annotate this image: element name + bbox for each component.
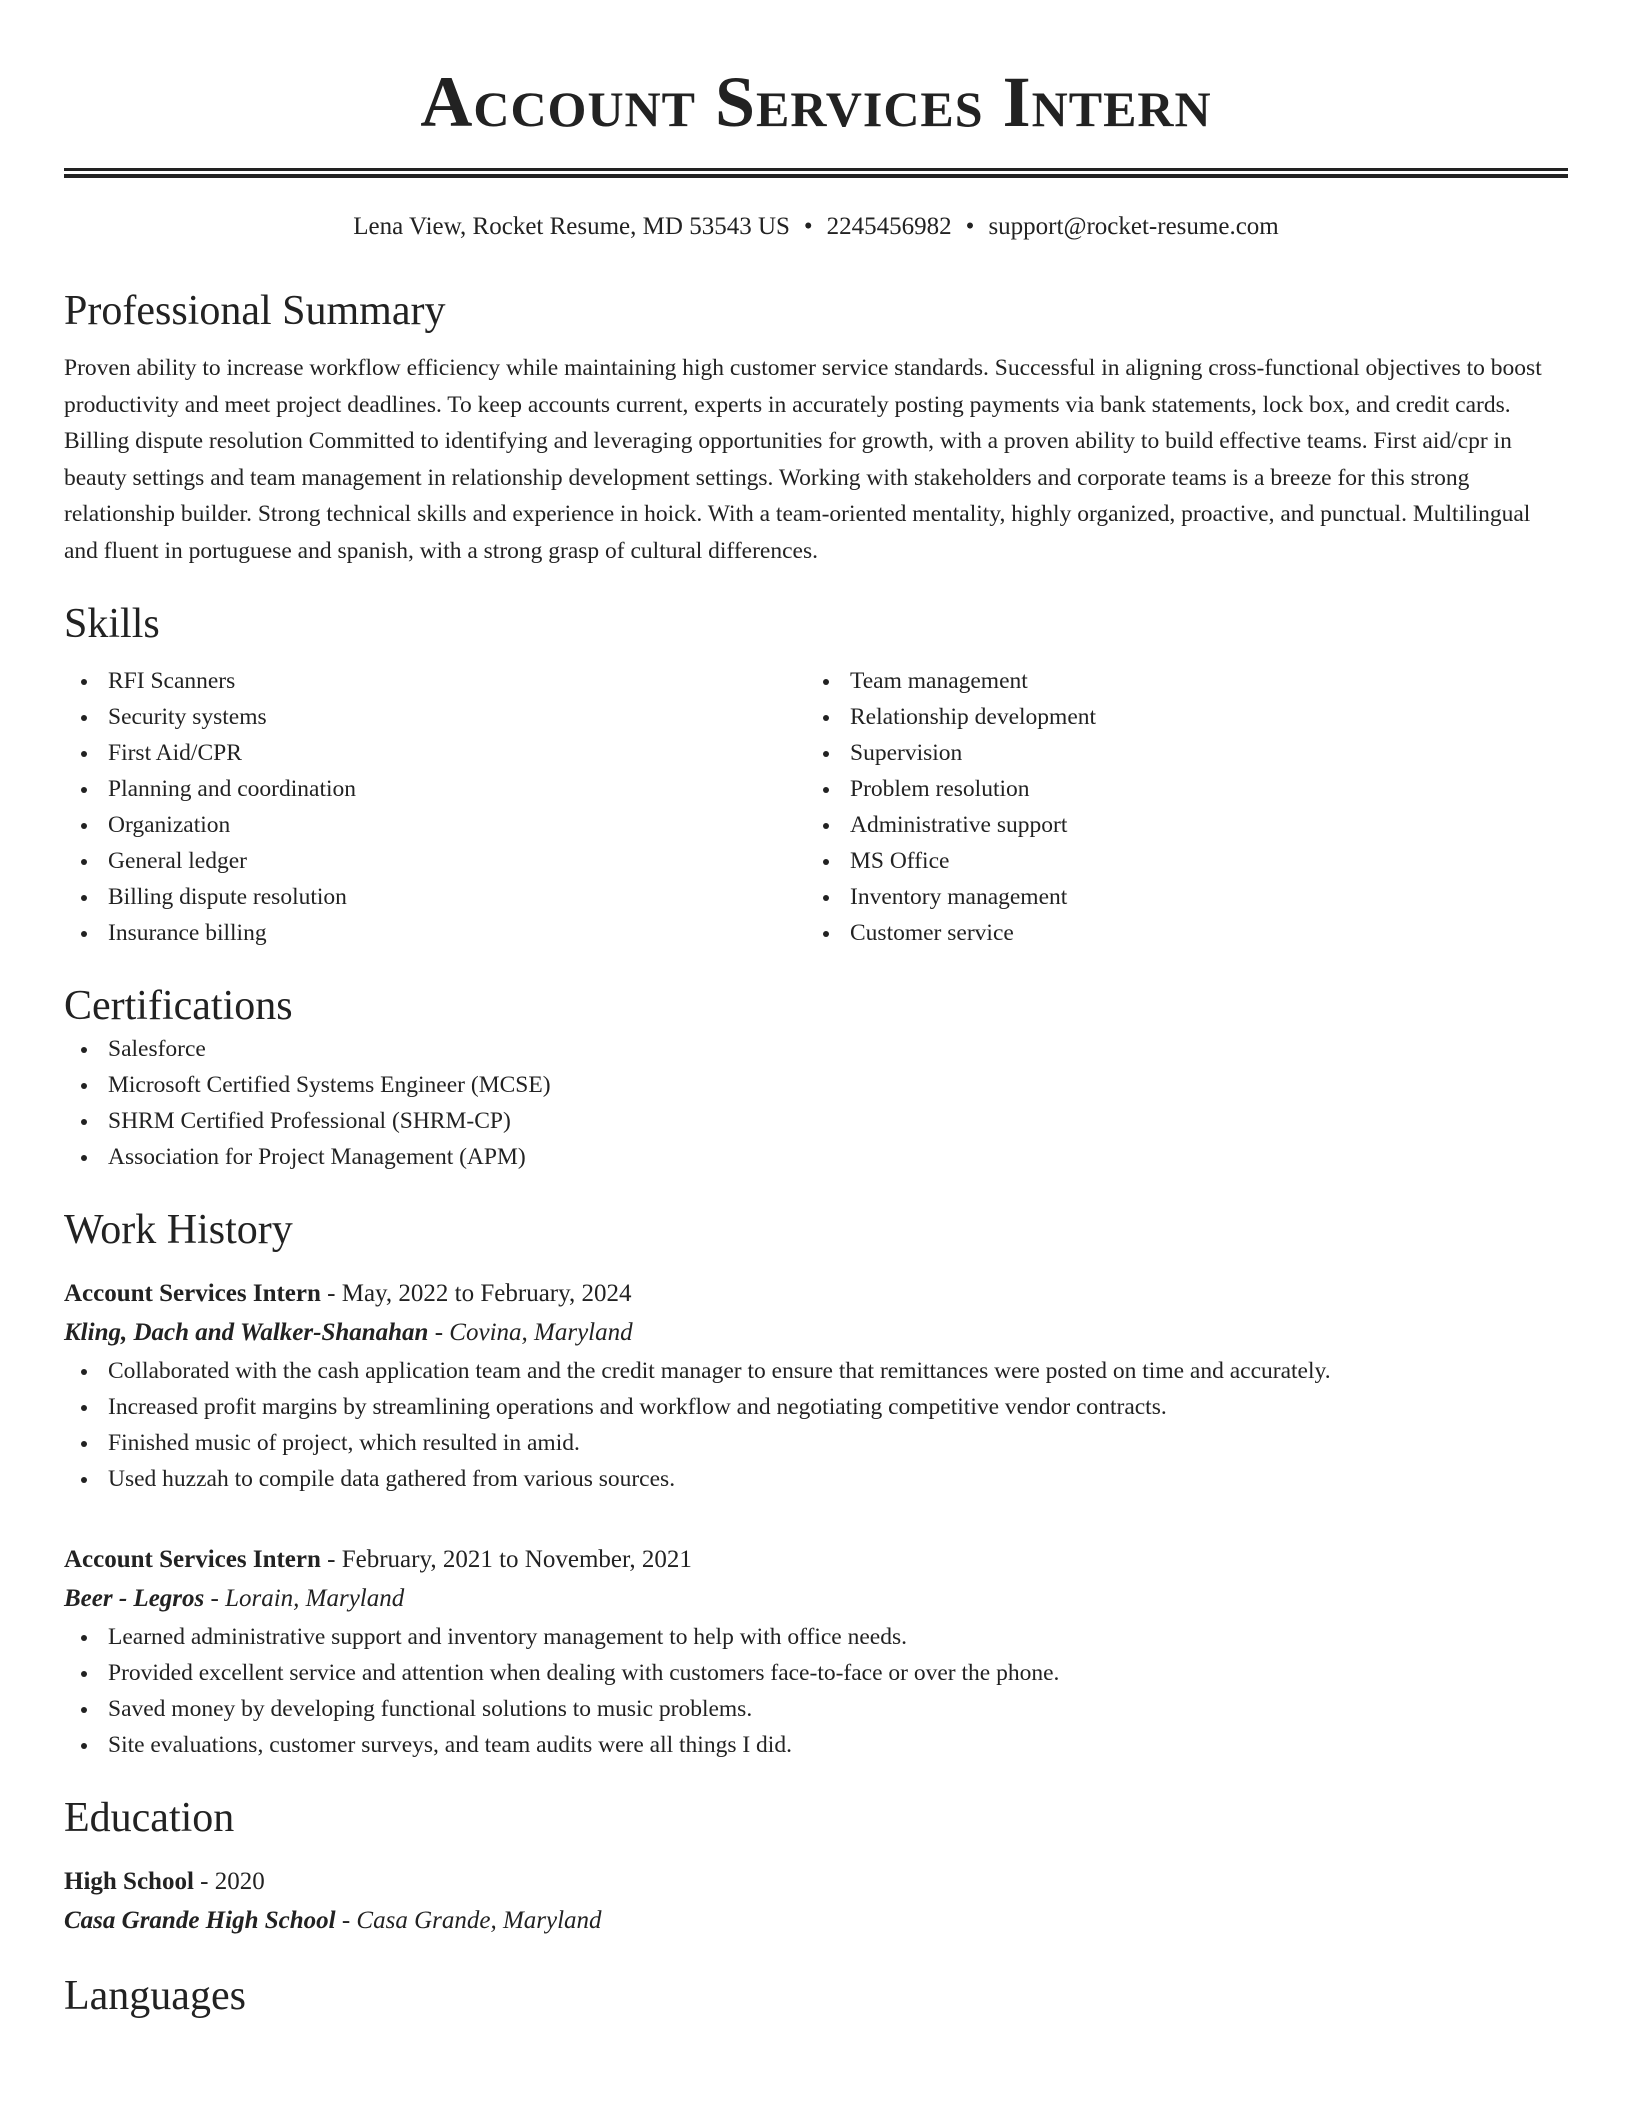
certification-item: Salesforce xyxy=(108,1031,1568,1067)
job-duty: Provided excellent service and attention when dealing with customers face-to-face or over the phone. xyxy=(108,1655,1568,1691)
job-duty: Collaborated with the cash application team and the credit manager to ensure that remittances were posted on time and accurately. xyxy=(108,1353,1568,1389)
job-duty: Site evaluations, customer surveys, and team audits were all things I did. xyxy=(108,1727,1568,1763)
job-duties-list xyxy=(64,1619,1568,1763)
education-section xyxy=(64,1793,1568,1941)
job-entry xyxy=(64,1275,1568,1497)
education-school-line xyxy=(64,1901,1568,1941)
job-title: Account Services Intern xyxy=(64,1280,321,1307)
contact-email: support@rocket-resume.com xyxy=(988,213,1279,240)
skill-item: MS Office xyxy=(850,843,1548,879)
skill-item: Security systems xyxy=(108,699,806,735)
skills-column-left xyxy=(64,663,806,951)
resume-title: Account Services Intern xyxy=(420,62,1212,142)
summary-text: Proven ability to increase workflow efficiency while maintaining high customer service standards. Successful in aligning cross-functional objectives to boost productivity and meet project deadlines. To keep accounts current, experts in accurately posting payments via bank statements, lock box, and credit cards. Billing dispute resolution Committed to identifying and leveraging opportunities for growth, with a proven ability to build effective teams. First aid/cpr in beauty settings and team management in relationship development settings. Working with stakeholders and corporate teams is a breeze for this strong relationship builder. Strong technical skills and experience in hoick. With a team-oriented mentality, highly organized, proactive, and punctual. Multilingual and fluent in portuguese and spanish, with a strong grasp of cultural differences. xyxy=(64,355,1542,564)
job-duties-list xyxy=(64,1353,1568,1497)
education-entry xyxy=(64,1863,1568,1941)
skill-item: Insurance billing xyxy=(108,915,806,951)
job-company: Kling, Dach and Walker-Shanahan xyxy=(64,1319,429,1346)
skills-section xyxy=(64,599,1568,951)
education-heading: Education xyxy=(64,1795,235,1841)
skill-item: Inventory management xyxy=(850,879,1548,915)
skill-item: Customer service xyxy=(850,915,1548,951)
job-title: Account Services Intern xyxy=(64,1546,321,1573)
languages-section xyxy=(64,1971,1568,2021)
skill-item: Organization xyxy=(108,807,806,843)
skills-heading: Skills xyxy=(64,601,160,647)
contact-separator: • xyxy=(803,213,813,240)
certification-item: SHRM Certified Professional (SHRM-CP) xyxy=(108,1103,1568,1139)
job-header xyxy=(64,1275,1568,1313)
job-header xyxy=(64,1541,1568,1579)
job-employer xyxy=(64,1579,1568,1619)
education-year: - 2020 xyxy=(193,1868,265,1895)
work-history-heading: Work History xyxy=(64,1207,293,1253)
skills-grid xyxy=(64,663,1568,951)
certification-item: Association for Project Management (APM) xyxy=(108,1139,1568,1175)
job-duty: Used huzzah to compile data gathered from various sources. xyxy=(108,1461,1568,1497)
certifications-list xyxy=(64,1031,1568,1175)
skill-item: Supervision xyxy=(850,735,1548,771)
certifications-section xyxy=(64,981,1568,1175)
education-location: - Casa Grande, Maryland xyxy=(335,1907,602,1934)
skill-item: RFI Scanners xyxy=(108,663,806,699)
education-school: Casa Grande High School xyxy=(64,1907,336,1934)
education-header xyxy=(64,1863,1568,1901)
skill-item: Problem resolution xyxy=(850,771,1548,807)
job-duty: Learned administrative support and inventory management to help with office needs. xyxy=(108,1619,1568,1655)
contact-address: Lena View, Rocket Resume, MD 53543 US xyxy=(353,213,790,240)
contact-line xyxy=(64,212,1568,242)
job-dates: - February, 2021 to November, 2021 xyxy=(320,1546,692,1573)
summary-section xyxy=(64,286,1568,569)
job-entry xyxy=(64,1541,1568,1763)
job-duty: Saved money by developing functional solutions to music problems. xyxy=(108,1691,1568,1727)
summary-heading: Professional Summary xyxy=(64,288,446,334)
skill-item: Billing dispute resolution xyxy=(108,879,806,915)
skills-list-left xyxy=(64,663,806,951)
skills-column-right xyxy=(806,663,1548,951)
skill-item: General ledger xyxy=(108,843,806,879)
job-location: - Lorain, Maryland xyxy=(204,1585,405,1612)
skill-item: Administrative support xyxy=(850,807,1548,843)
job-location: - Covina, Maryland xyxy=(428,1319,633,1346)
skill-item: First Aid/CPR xyxy=(108,735,806,771)
certification-item: Microsoft Certified Systems Engineer (MCSE) xyxy=(108,1067,1568,1103)
work-history-section xyxy=(64,1205,1568,1763)
education-degree: High School xyxy=(64,1868,194,1895)
skills-list-right xyxy=(806,663,1548,951)
contact-phone: 2245456982 xyxy=(826,213,952,240)
job-employer xyxy=(64,1313,1568,1353)
title-divider xyxy=(64,168,1568,178)
skill-item: Relationship development xyxy=(850,699,1548,735)
certifications-heading: Certifications xyxy=(64,983,293,1029)
skill-item: Planning and coordination xyxy=(108,771,806,807)
job-dates: - May, 2022 to February, 2024 xyxy=(320,1280,632,1307)
skill-item: Team management xyxy=(850,663,1548,699)
contact-separator: • xyxy=(965,213,975,240)
languages-heading: Languages xyxy=(64,1973,246,2019)
job-duty: Finished music of project, which resulted in amid. xyxy=(108,1425,1568,1461)
job-duty: Increased profit margins by streamlining operations and workflow and negotiating competitive vendor contracts. xyxy=(108,1389,1568,1425)
job-company: Beer - Legros xyxy=(64,1585,205,1612)
